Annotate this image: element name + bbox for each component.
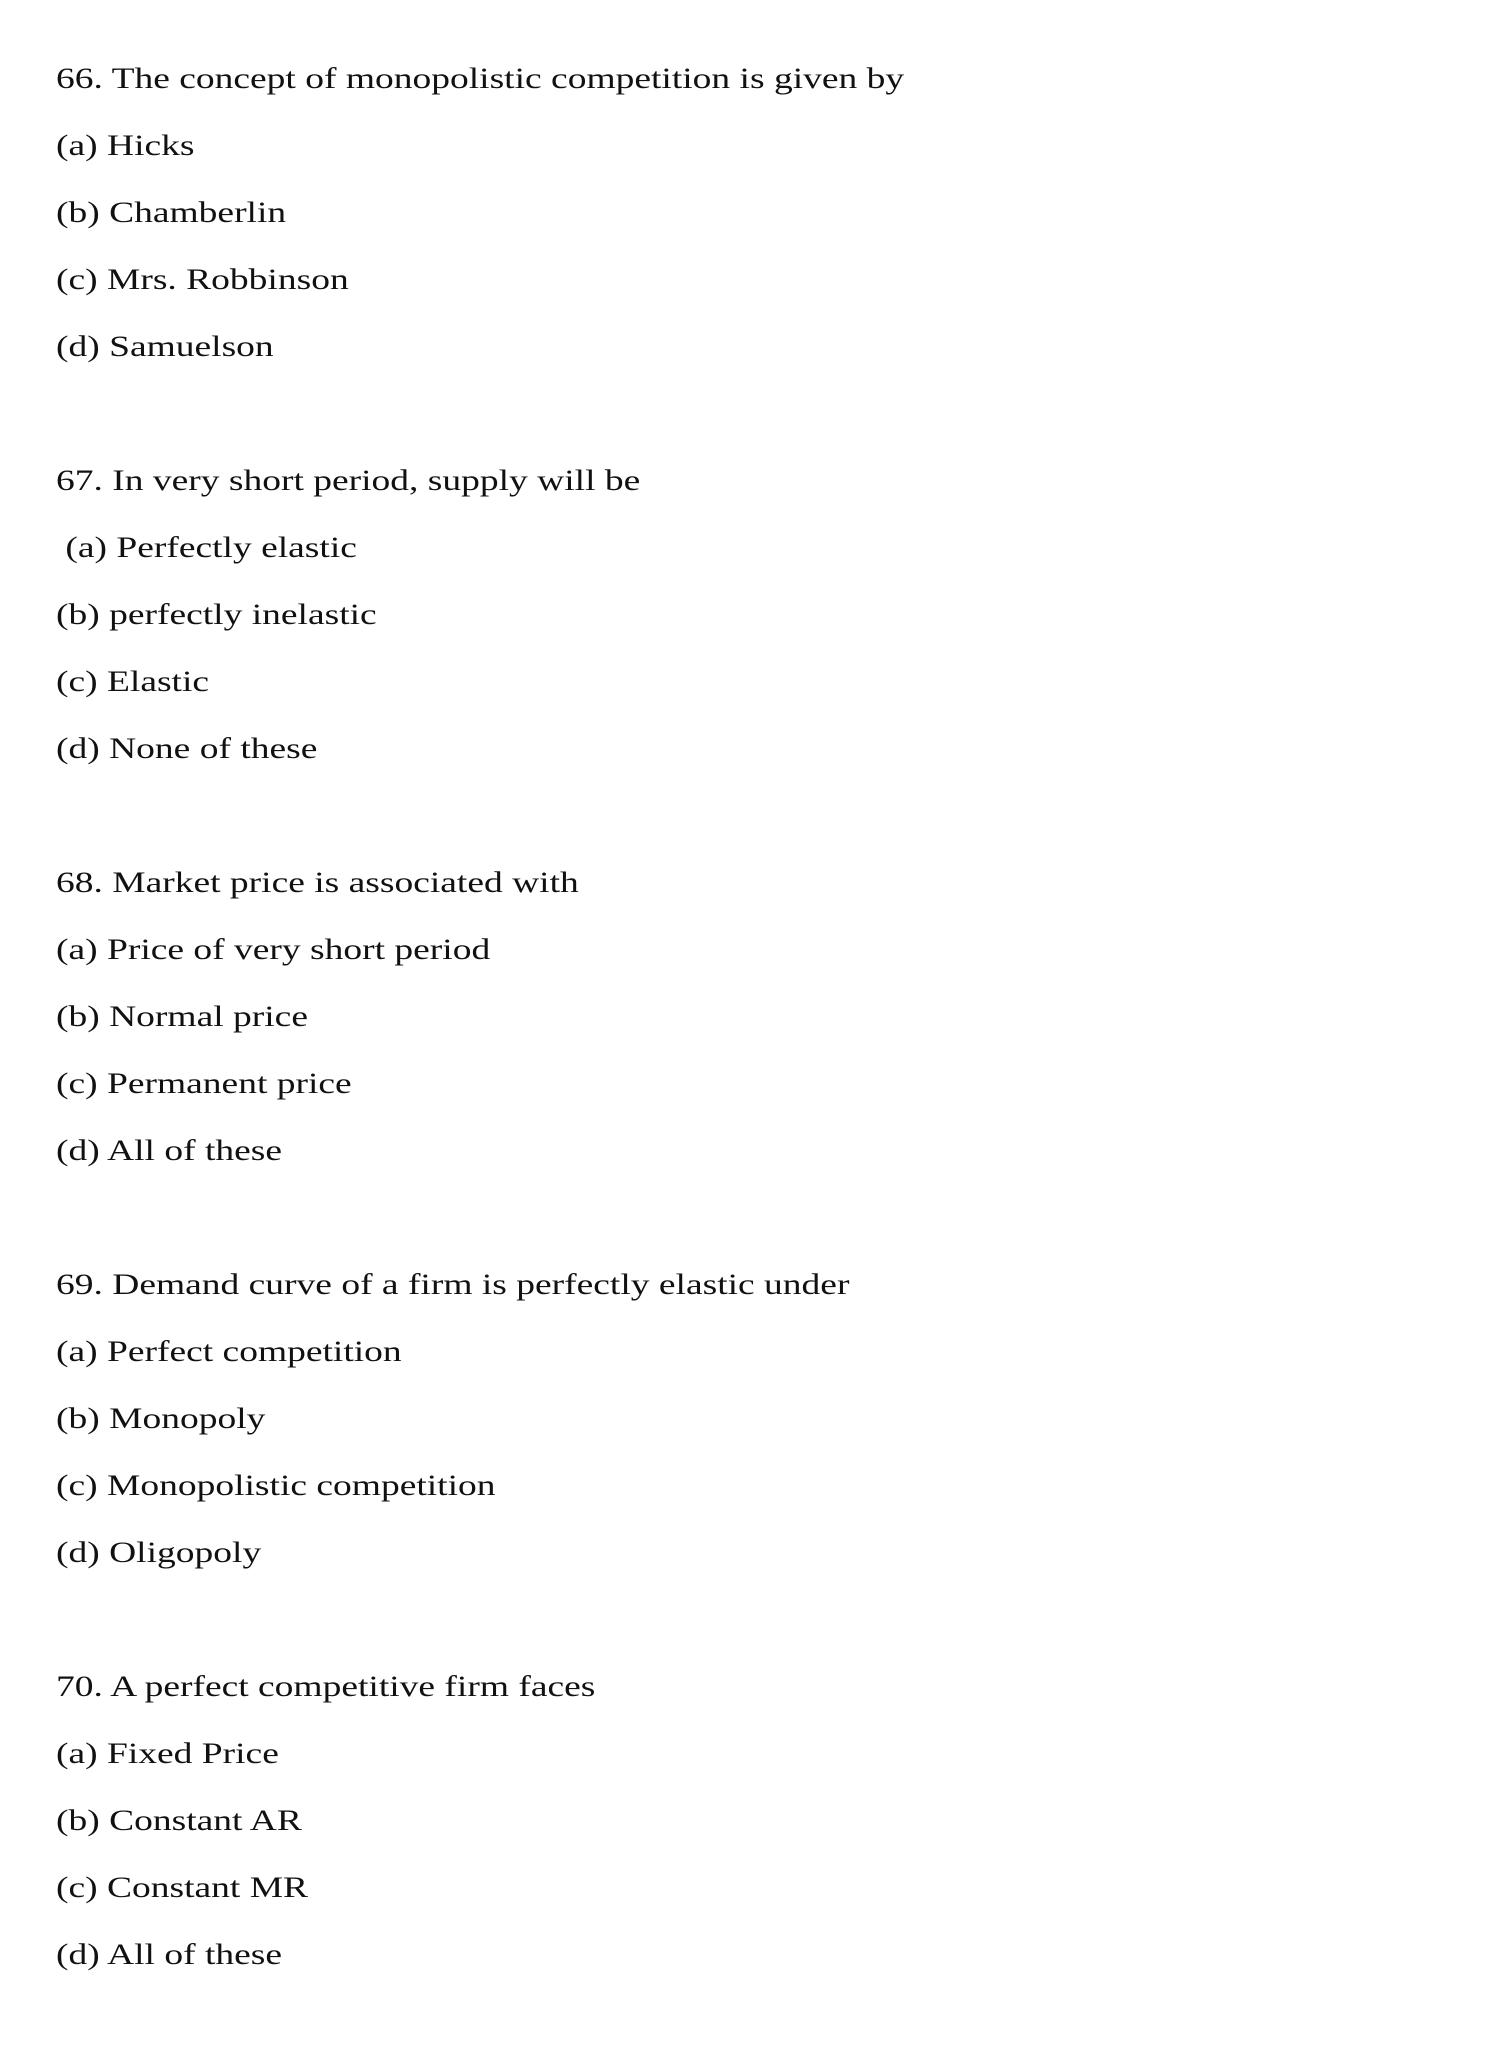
answer-option: (b) perfectly inelastic [56,598,377,631]
question-list [56,45,905,2055]
answer-option-line [56,1519,735,1586]
answer-option-line [56,983,735,1050]
answer-option: (c) Constant MR [56,1871,309,1904]
answer-option-line [56,715,735,782]
question-stem: 67. In very short period, supply will be [56,464,641,497]
answer-option: (d) All of these [56,1938,282,1971]
answer-option-line [56,648,735,715]
question-stem: 68. Market price is associated with [56,866,579,899]
answer-option-line [56,246,735,313]
answer-option: (a) Fixed Price [56,1737,279,1770]
question-block [56,1251,850,1653]
answer-option-line [56,1854,735,1921]
question-stem: 69. Demand curve of a firm is perfectly elastic under [56,1268,850,1301]
answer-option-line [56,916,735,983]
answer-option-line [56,112,735,179]
question-block [56,447,735,849]
answer-option-line [56,1921,735,1988]
answer-option: (a) Hicks [56,129,195,162]
question-block [56,45,905,447]
answer-option-line [56,1452,735,1519]
answer-option-line [56,179,735,246]
answer-option: (b) Constant AR [56,1804,302,1837]
question-stem: 70. A perfect competitive firm faces [56,1670,596,1703]
question-stem-line [56,849,735,916]
answer-option-line [56,1117,735,1184]
question-stem-line [56,45,905,112]
answer-option: (b) Monopoly [56,1402,266,1435]
answer-option: (c) Elastic [56,665,210,698]
question-stem: 66. The concept of monopolistic competition is given by [56,62,905,95]
answer-option: (c) Mrs. Robbinson [56,263,349,296]
answer-option-line [56,581,735,648]
answer-option-line [56,313,735,380]
question-block [56,849,735,1251]
answer-option: (c) Permanent price [56,1067,352,1100]
answer-option-line [56,1318,735,1385]
question-stem-line [56,1653,735,1720]
answer-option: (a) Perfect competition [56,1335,402,1368]
answer-option: (d) All of these [56,1134,282,1167]
answer-option: (d) Oligopoly [56,1536,262,1569]
answer-option: (d) Samuelson [56,330,274,363]
question-stem-line [56,447,735,514]
question-block [56,1653,735,2055]
answer-option: (b) Normal price [56,1000,308,1033]
answer-option-line [56,1385,735,1452]
answer-option-line [56,1050,735,1117]
question-stem-line [56,1251,850,1318]
answer-option-line [56,514,735,581]
answer-option: (d) None of these [56,732,318,765]
answer-option: (a) Price of very short period [56,933,491,966]
answer-option: (b) Chamberlin [56,196,287,229]
answer-option-line [56,1720,735,1787]
answer-option: (a) Perfectly elastic [56,531,357,564]
answer-option: (c) Monopolistic competition [56,1469,496,1502]
answer-option-line [56,1787,735,1854]
